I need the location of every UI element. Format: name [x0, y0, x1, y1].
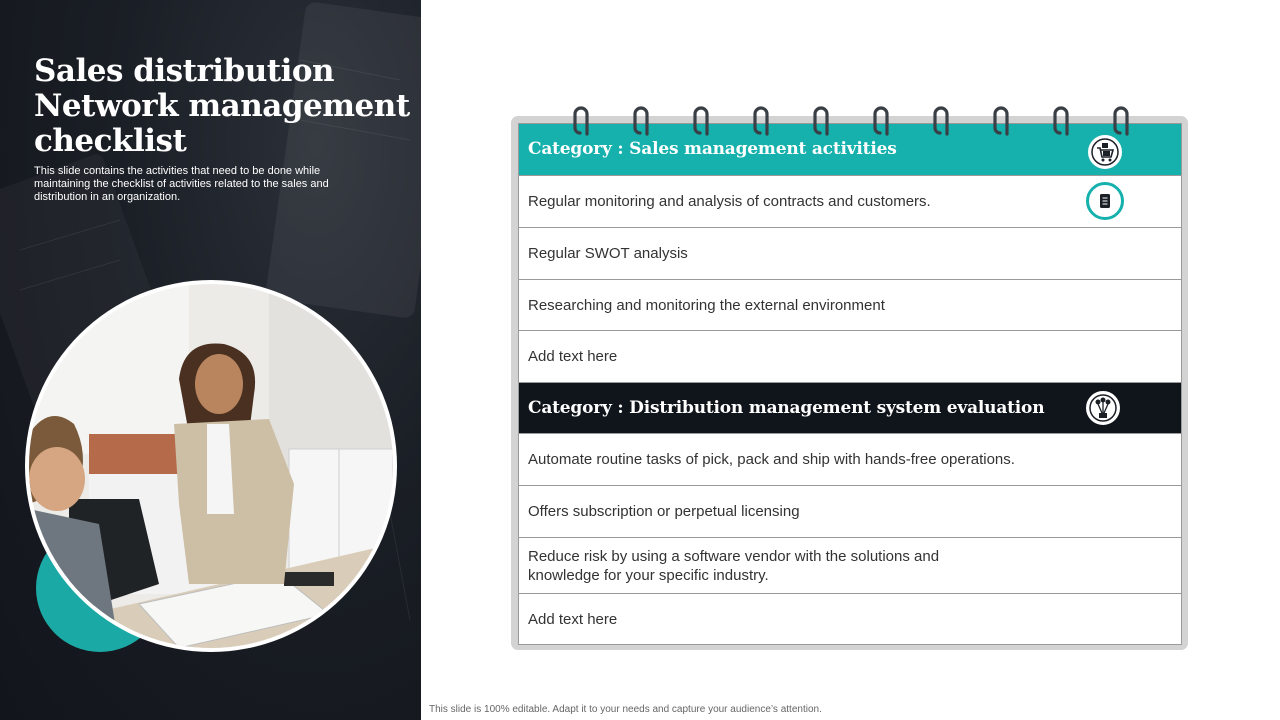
document-icon: [1086, 182, 1124, 220]
checklist-item[interactable]: [519, 434, 1181, 486]
checklist-item-text: Automate routine tasks of pick, pack and ship with hands-free operations.: [528, 451, 1015, 468]
footer-note: This slide is 100% editable. Adapt it to your needs and capture your audience’s attention.: [429, 704, 822, 715]
checklist-item[interactable]: [519, 176, 1181, 228]
checklist-item-text: Regular monitoring and analysis of contracts and customers.: [528, 193, 931, 210]
slide-title: Sales distribution Network management checklist: [34, 53, 410, 159]
checklist-item-text: Add text here: [528, 348, 618, 365]
checklist-item[interactable]: [519, 538, 1181, 594]
notebook-spiral-rings: [565, 104, 1145, 140]
checklist-item[interactable]: [519, 594, 1181, 644]
checklist-item[interactable]: [519, 331, 1181, 383]
category-header-distribution: [519, 383, 1181, 434]
checklist-item-text: Offers subscription or perpetual licensing: [528, 503, 800, 520]
category-label: Category : Distribution management system evaluation: [528, 397, 1045, 418]
checklist-item[interactable]: [519, 486, 1181, 538]
category-label: Category : Sales management activities: [528, 139, 897, 159]
left-panel: [0, 0, 421, 720]
checklist-item-text: Add text here: [528, 610, 618, 628]
distribution-network-icon: [1084, 389, 1122, 427]
checklist-item[interactable]: [519, 280, 1181, 331]
slide-subtitle: This slide contains the activities that need to be done while maintaining the checklist of activities related to the sales and distribution in an organization.: [34, 165, 329, 203]
checklist-sheet: [518, 123, 1182, 645]
checklist-item-text: Regular SWOT analysis: [528, 245, 688, 262]
checklist-item[interactable]: [519, 228, 1181, 280]
office-meeting-illustration: [29, 284, 393, 648]
checklist-item-text: Researching and monitoring the external environment: [528, 296, 885, 314]
office-photo: [25, 280, 397, 652]
checklist-item-text: Reduce risk by using a software vendor with the solutions and knowledge for your specific industry.: [528, 547, 940, 584]
